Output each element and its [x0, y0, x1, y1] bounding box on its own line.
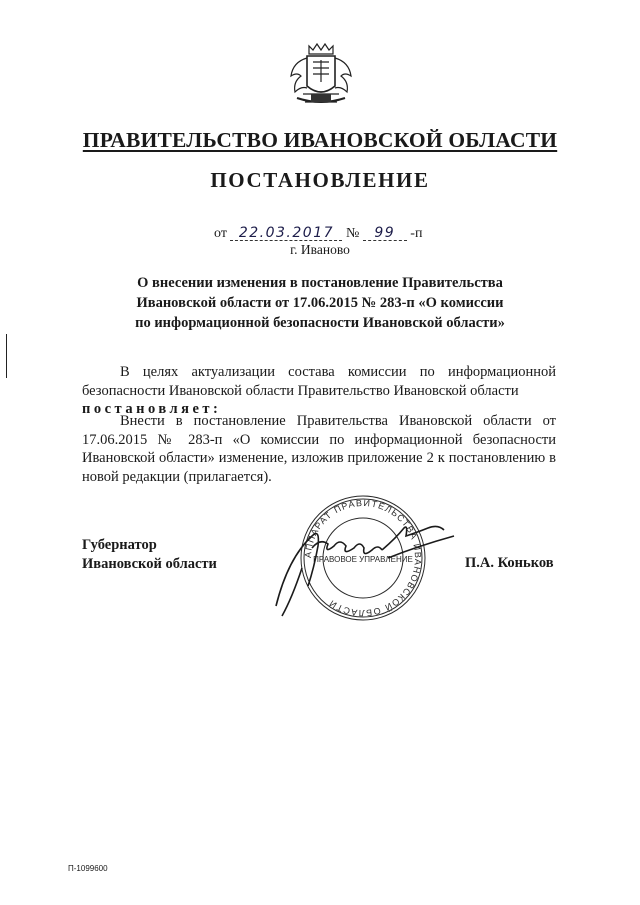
subject-line: по информационной безопасности Ивановской области» — [135, 315, 505, 331]
position-line: Губернатор — [82, 537, 157, 553]
signatory-position — [82, 536, 217, 573]
government-title: ПРАВИТЕЛЬСТВО ИВАНОВСКОЙ ОБЛАСТИ — [82, 128, 558, 152]
from-label: от — [214, 226, 227, 241]
document-type: ПОСТАНОВЛЕНИЕ — [210, 168, 430, 192]
document-date: 22.03.2017 — [230, 226, 342, 241]
paragraph-resolution: Внести в постановление Правительства Ивановской области от 17.06.2015 № 283-п «О комиссии по информационной безопасности Ивановской области» изменение, изложив приложение 2 к постановлению в новой редакции (прилагается). — [82, 413, 556, 485]
subject-line: Ивановской области от 17.06.2015 № 283-п «О комиссии — [136, 295, 504, 311]
stamp-center-text: ПРАВОВОЕ УПРАВЛЕНИЕ — [313, 555, 413, 564]
position-line: Ивановской области — [82, 555, 217, 572]
stamp-ring-text: АППАРАТ ПРАВИТЕЛЬСТВА ИВАНОВСКОЙ ОБЛАСТИ — [302, 497, 424, 619]
margin-mark — [6, 334, 7, 378]
city: г. Иваново — [290, 242, 350, 257]
number-label: № — [345, 226, 360, 241]
paragraph-preamble — [82, 363, 556, 419]
coat-of-arms-icon — [283, 42, 359, 112]
date-number-line — [214, 226, 422, 242]
document-code: П-1099600 — [68, 864, 108, 873]
number-suffix: -п — [410, 226, 423, 241]
subject-line: О внесении изменения в постановление Правительства — [137, 275, 503, 291]
document-number: 99 — [363, 226, 407, 241]
official-stamp — [268, 488, 458, 628]
preamble-text: В целях актуализации состава комиссии по информационной безопасности Ивановской области Правительство Ивановской области — [82, 364, 556, 399]
signatory-name: П.А. Коньков — [465, 555, 554, 571]
document-subject — [0, 273, 640, 333]
decides-word: постановляет: — [82, 401, 222, 418]
